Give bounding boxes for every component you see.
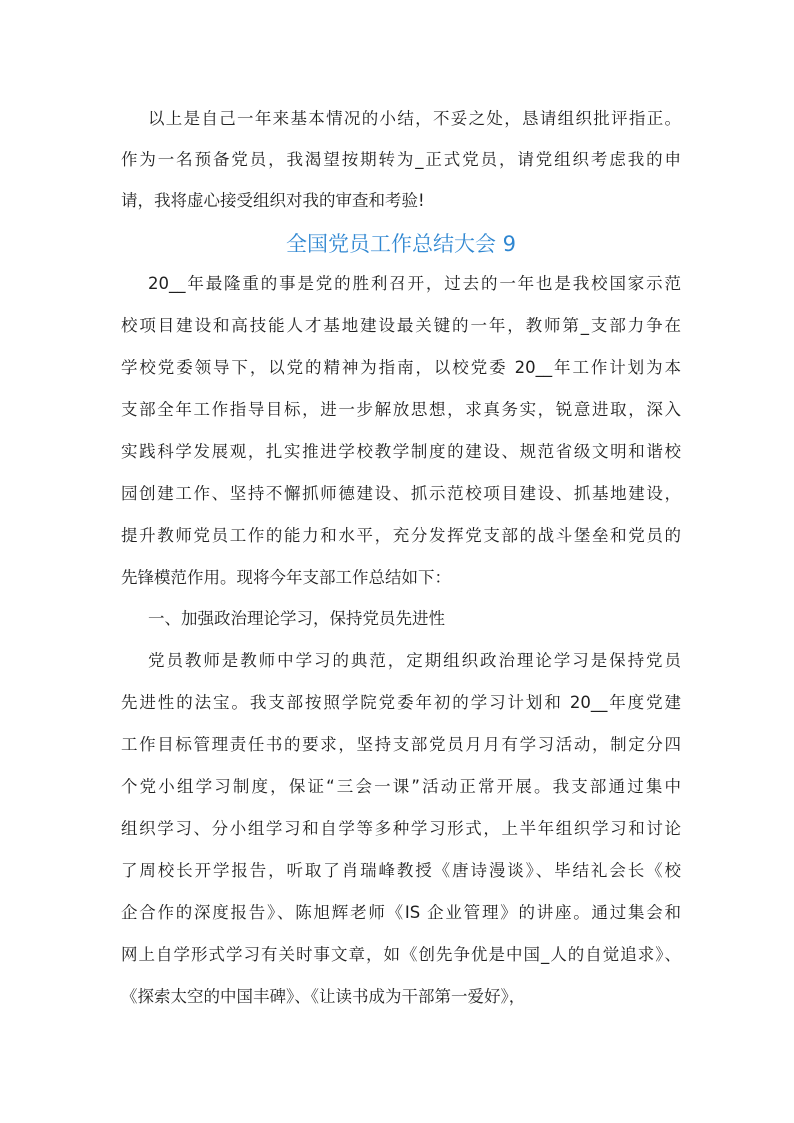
paragraph-line: 20__年最隆重的事是党的胜利召开，过去的一年也是我校国家示范	[148, 274, 681, 293]
paragraph-line: 以上是自己一年来基本情况的小结，不妥之处，恳请组织批评指正。	[148, 109, 681, 128]
paragraph-line: 企合作的深度报告》、陈旭辉老师《IS 企业管理》的讲座。通过集会和	[121, 903, 681, 922]
paragraph-line: 提升教师党员工作的能力和水平，充分发挥党支部的战斗堡垒和党员的	[121, 526, 681, 545]
paragraph-line: 校项目建设和高技能人才基地建设最关键的一年，教师第_支部力争在	[121, 316, 681, 335]
paragraph-line: 《探索太空的中国丰碑》、《让读书成为干部第一爱好》，	[121, 987, 526, 1006]
paragraph-line: 请，我将虚心接受组织对我的审查和考验!	[121, 191, 425, 210]
paragraph-line: 工作目标管理责任书的要求，坚持支部党员月月有学习活动，制定分四	[121, 735, 681, 754]
paragraph-line: 了周校长开学报告，听取了肖瑞峰教授《唐诗漫谈》、毕结礼会长《校	[121, 861, 681, 880]
paragraph-line: 先锋模范作用。现将今年支部工作总结如下：	[121, 568, 451, 587]
paragraph-line: 作为一名预备党员，我渴望按期转为_正式党员，请党组织考虑我的申	[121, 150, 681, 169]
paragraph-line: 组织学习、分小组学习和自学等多种学习形式，上半年组织学习和讨论	[121, 819, 681, 838]
paragraph-line: 个党小组学习制度，保证“三会一课”活动正常开展。我支部通过集中	[121, 777, 681, 796]
paragraph-line: 党员教师是教师中学习的典范，定期组织政治理论学习是保持党员	[148, 651, 681, 670]
paragraph-line: 先进性的法宝。我支部按照学院党委年初的学习计划和 20__年度党建	[121, 693, 681, 712]
subsection-heading: 一、加强政治理论学习，保持党员先进性	[148, 609, 445, 628]
paragraph-line: 网上自学形式学习有关时事文章，如《创先争优是中国_人的自觉追求》、	[121, 945, 681, 964]
paragraph-line: 园创建工作、坚持不懈抓师德建设、抓示范校项目建设、抓基地建设，	[121, 484, 681, 503]
paragraph-line: 实践科学发展观，扎实推进学校教学制度的建设、规范省级文明和谐校	[121, 442, 681, 461]
paragraph-line: 学校党委领导下，以党的精神为指南，以校党委 20__年工作计划为本	[121, 358, 681, 377]
paragraph-line: 支部全年工作指导目标，进一步解放思想，求真务实，锐意进取，深入	[121, 400, 681, 419]
section-heading: 全国党员工作总结大会 9	[285, 232, 517, 256]
